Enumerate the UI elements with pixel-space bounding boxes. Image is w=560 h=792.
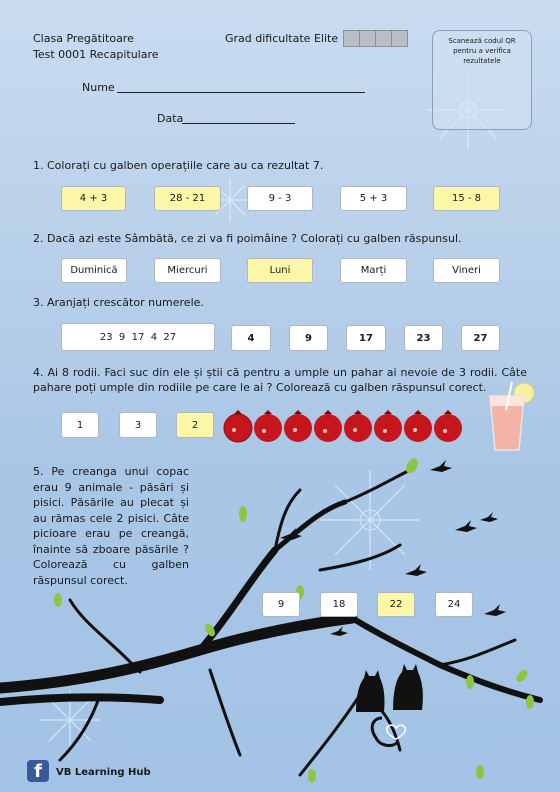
q2-option[interactable]: Luni (247, 258, 313, 283)
qr-instruction: Scanează codul QR pentru a verifica rezultatele (448, 37, 516, 65)
q5-option[interactable]: 9 (262, 592, 300, 617)
q2-option[interactable]: Marți (340, 258, 407, 283)
name-label: Nume (82, 81, 115, 94)
q4-option[interactable]: 3 (119, 412, 157, 438)
difficulty-meter (343, 30, 408, 47)
question-2: 2. Dacă azi este Sâmbătă, ce zi va fi poimâine ? Colorați cu galben răspunsul. (33, 232, 462, 245)
test-label: Test 0001 Recapitulare (33, 48, 159, 61)
question-4: 4. Ai 8 rodii. Faci suc din ele și știi că pentru a umple un pahar ai nevoie de 3 rodii. Câte pahare poți umple din rodiile pe care le ai ? Colorează cu galben răspunsul corect. (33, 366, 527, 394)
brand-name: VB Learning Hub (56, 767, 151, 778)
difficulty-label: Grad dificultate Elite (225, 32, 339, 45)
q1-option[interactable]: 5 + 3 (340, 186, 407, 211)
q1-option[interactable]: 15 - 8 (433, 186, 500, 211)
class-label: Clasa Pregătitoare (33, 32, 134, 45)
q2-option[interactable]: Miercuri (154, 258, 221, 283)
q3-numbers: 23 9 17 4 27 (61, 323, 215, 351)
q3-answer-slot[interactable]: 23 (404, 325, 443, 351)
juice-glass-icon (484, 380, 536, 454)
date-field[interactable] (182, 123, 295, 124)
q2-option[interactable]: Vineri (433, 258, 500, 283)
q3-answer-slot[interactable]: 9 (289, 325, 328, 351)
q4-option[interactable]: 2 (176, 412, 214, 438)
name-field[interactable] (117, 92, 365, 93)
q1-option[interactable]: 4 + 3 (61, 186, 126, 211)
q1-option[interactable]: 9 - 3 (247, 186, 313, 211)
qr-code-area (432, 30, 532, 130)
facebook-icon[interactable]: f (27, 760, 49, 782)
pomegranates-illustration (222, 406, 482, 446)
q4-option[interactable]: 1 (61, 412, 99, 438)
question-3: 3. Aranjați crescător numerele. (33, 296, 204, 309)
tree-branch-illustration (0, 450, 560, 792)
q5-option[interactable]: 24 (435, 592, 473, 617)
q1-option[interactable]: 28 - 21 (154, 186, 221, 211)
question-5: 5. Pe creanga unui copac erau 9 animale - păsări și pisici. Păsările au plecat și au rămas cele 2 pisici. Câte picioare erau pe creangă, înainte să zboare păsările ? Colorează cu galben răspunsul corect. (33, 465, 189, 587)
question-1: 1. Colorați cu galben operațiile care au ca rezultat 7. (33, 159, 324, 172)
q3-answer-slot[interactable]: 17 (346, 325, 386, 351)
q3-answer-slot[interactable]: 27 (461, 325, 500, 351)
date-label: Data (157, 112, 184, 125)
q5-option[interactable]: 22 (377, 592, 415, 617)
q3-answer-slot[interactable]: 4 (231, 325, 271, 351)
q2-option[interactable]: Duminică (61, 258, 127, 283)
q5-option[interactable]: 18 (320, 592, 358, 617)
